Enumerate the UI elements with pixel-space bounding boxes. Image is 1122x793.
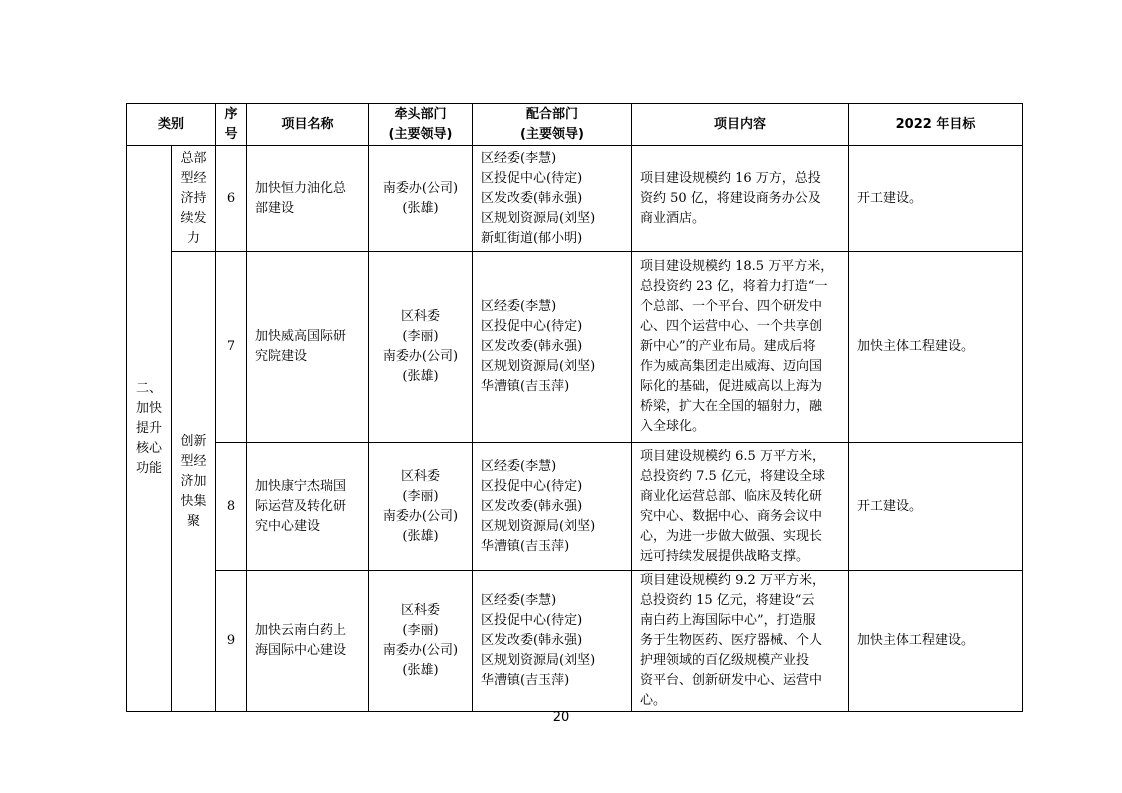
header-lead: 牵头部门 (主要领导) — [369, 104, 473, 146]
header-category: 类别 — [127, 104, 216, 146]
header-content: 项目内容 — [632, 104, 849, 146]
page-number: 20 — [552, 710, 570, 725]
row-seq: 7 — [216, 252, 247, 443]
row-coop: 区经委(李慧) 区投促中心(待定) 区发改委(韩永强) 区规划资源局(刘坚) 新虹街道(郁小明) — [473, 146, 632, 252]
row-lead: 区科委 (李丽) 南委办(公司) (张雄) — [369, 443, 473, 571]
header-row — [127, 104, 1023, 146]
row-target: 开工建设。 — [849, 443, 1023, 571]
row-name: 加快云南白药上 海国际中心建设 — [247, 571, 369, 712]
row-target: 开工建设。 — [849, 146, 1023, 252]
project-table — [126, 103, 1023, 712]
row-content: 项目建设规模约 18.5 万平方米， 总投资约 23 亿，将着力打造“一 个总部、一个平台、四个研发中 心、四个运营中心、一个共享创 新中心”的产业布局。建成后将 作为威高集团走出威海、迈向国 际化的基础，促进威高以上海为 桥梁，扩大在全国的辐射力，融 入全球化。 — [632, 252, 849, 443]
row-seq: 8 — [216, 443, 247, 571]
sub-category-hq: 总部 型经 济持 续发 力 — [172, 146, 216, 252]
header-coop: 配合部门 (主要领导) — [473, 104, 632, 146]
header-seq: 序 号 — [216, 104, 247, 146]
table-row — [127, 252, 1023, 443]
row-lead: 区科委 (李丽) 南委办(公司) (张雄) — [369, 571, 473, 712]
row-content: 项目建设规模约 6.5 万平方米， 总投资约 7.5 亿元，将建设全球 商业化运营总部、临床及转化研 究中心、数据中心、商务会议中 心，为进一步做大做强、实现长 远可持续发展提供战略支撑。 — [632, 443, 849, 571]
row-content: 项目建设规模约 9.2 万平方米， 总投资约 15 亿元，将建设“云 南白药上海国际中心”，打造服 务于生物医药、医疗器械、个人 护理领域的百亿级规模产业投 资平台、创新研发中心、运营中 心。 — [632, 571, 849, 712]
category-main: 二、 加快 提升 核心 功能 — [127, 146, 172, 712]
sub-category-innov: 创新 型经 济加 快集 聚 — [172, 252, 216, 712]
table-row — [127, 443, 1023, 571]
header-target: 2022 年目标 — [849, 104, 1023, 146]
row-target: 加快主体工程建设。 — [849, 252, 1023, 443]
row-name: 加快威高国际研 究院建设 — [247, 252, 369, 443]
table-row — [127, 146, 1023, 252]
row-lead: 区科委 (李丽) 南委办(公司) (张雄) — [369, 252, 473, 443]
row-content: 项目建设规模约 16 万方，总投 资约 50 亿，将建设商务办公及 商业酒店。 — [632, 146, 849, 252]
table-row — [127, 571, 1023, 712]
row-coop: 区经委(李慧) 区投促中心(待定) 区发改委(韩永强) 区规划资源局(刘坚) 华漕镇(吉玉萍) — [473, 571, 632, 712]
row-name: 加快恒力油化总 部建设 — [247, 146, 369, 252]
row-name: 加快康宁杰瑞国 际运营及转化研 究中心建设 — [247, 443, 369, 571]
row-seq: 6 — [216, 146, 247, 252]
row-lead: 南委办(公司) (张雄) — [369, 146, 473, 252]
header-name: 项目名称 — [247, 104, 369, 146]
row-coop: 区经委(李慧) 区投促中心(待定) 区发改委(韩永强) 区规划资源局(刘坚) 华漕镇(吉玉萍) — [473, 443, 632, 571]
row-target: 加快主体工程建设。 — [849, 571, 1023, 712]
row-seq: 9 — [216, 571, 247, 712]
row-coop: 区经委(李慧) 区投促中心(待定) 区发改委(韩永强) 区规划资源局(刘坚) 华漕镇(吉玉萍) — [473, 252, 632, 443]
